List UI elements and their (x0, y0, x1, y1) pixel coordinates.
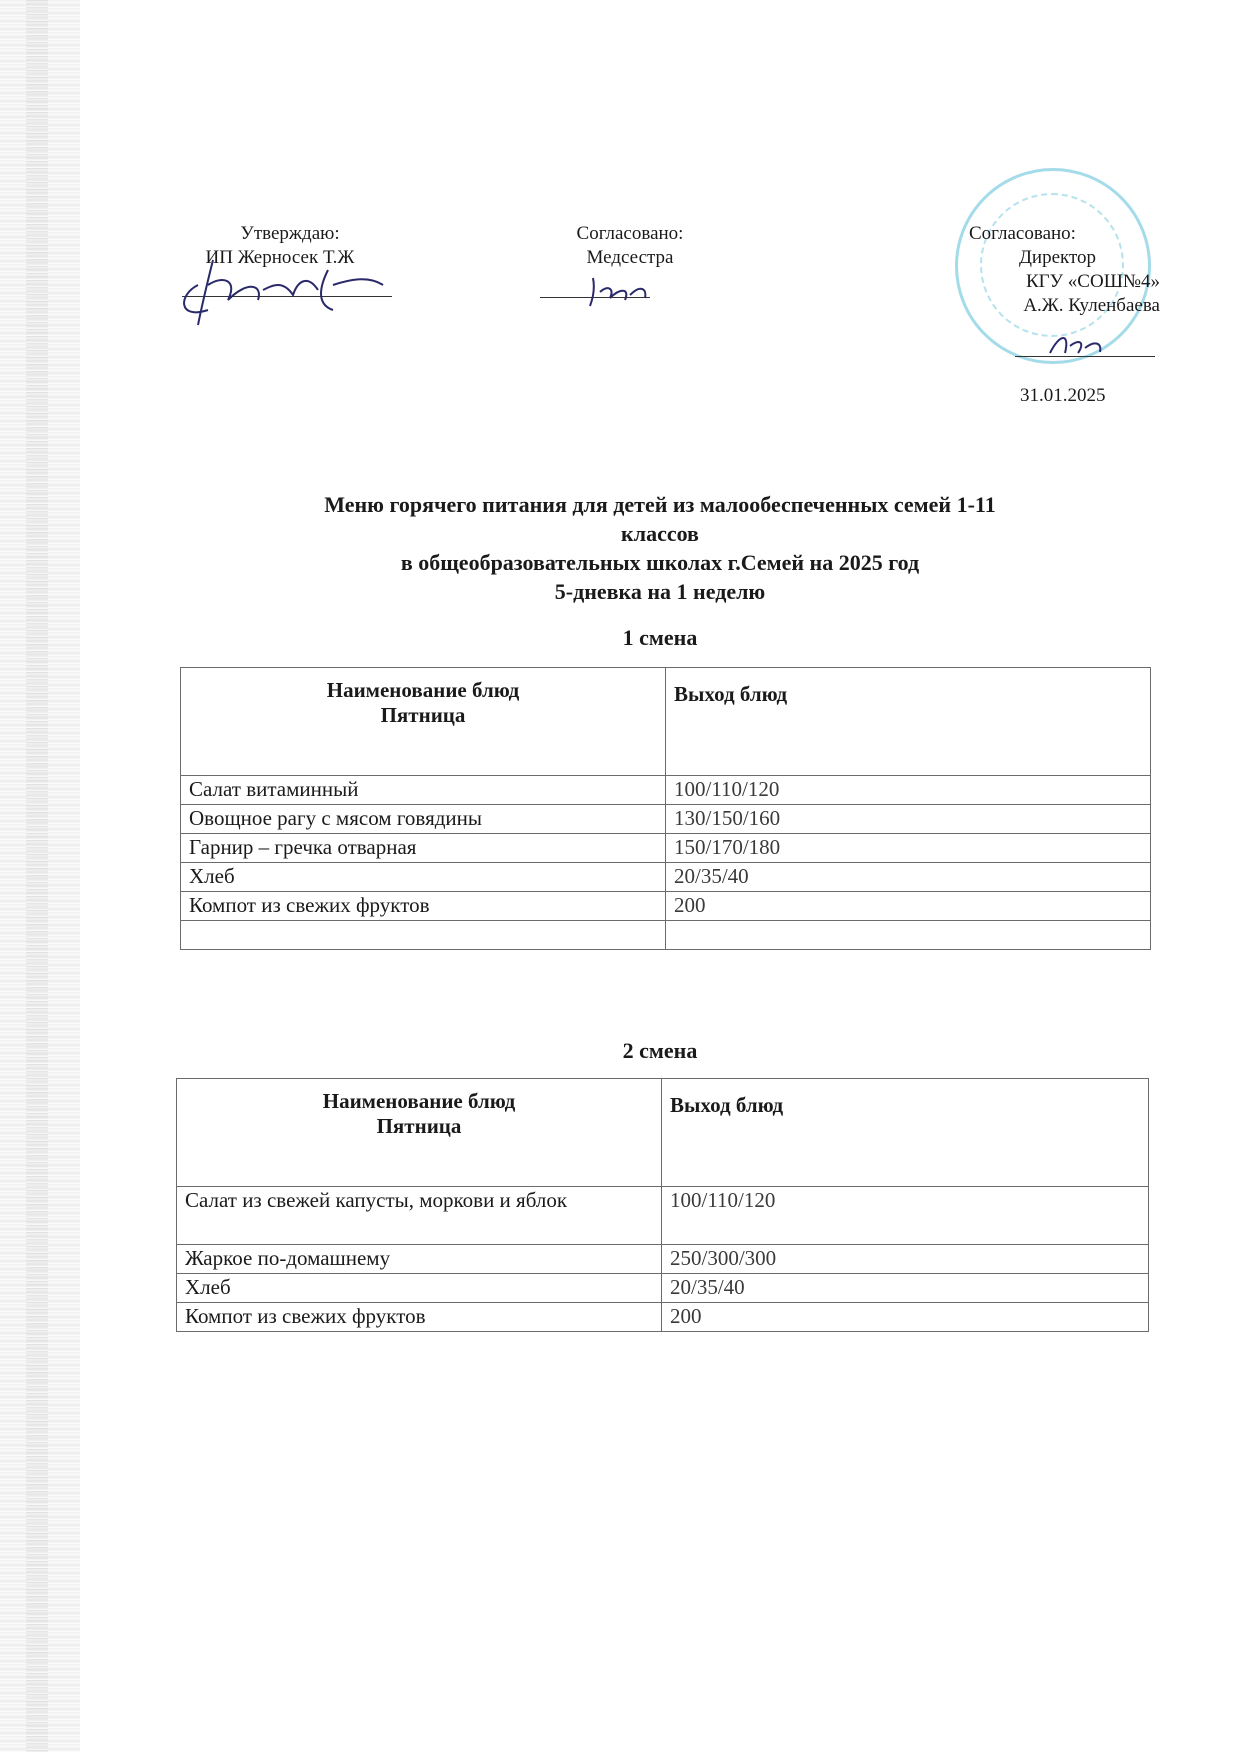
dish-name: Компот из свежих фруктов (181, 892, 666, 921)
menu-heading-line3: в общеобразовательных школах г.Семей на 2025 год (400, 550, 920, 575)
approval-right-line3: КГУ «СОШ№4» (1025, 271, 1160, 292)
approval-middle-line1: Согласовано: (576, 223, 684, 244)
dish-name-header-line1: Наименование блюд (322, 1089, 516, 1113)
shift2-title: 2 смена (622, 1038, 698, 1063)
dish-output: 130/150/160 (666, 805, 1151, 834)
signature-right (1040, 328, 1110, 358)
shift1-title: 1 смена (622, 625, 698, 650)
dish-output: 20/35/40 (666, 863, 1151, 892)
menu-heading (180, 490, 1140, 606)
table-row (177, 1274, 1149, 1303)
dish-output (666, 921, 1151, 950)
table-row (181, 805, 1151, 834)
table-row (181, 776, 1151, 805)
dish-output: 200 (666, 892, 1151, 921)
approval-left-line2: ИП Жерносек Т.Ж (205, 247, 355, 268)
table-row (177, 1245, 1149, 1274)
dish-output: 200 (662, 1303, 1149, 1332)
menu-heading-line2: классов (621, 521, 699, 546)
table-header-row (181, 668, 1151, 776)
dish-output: 100/110/120 (662, 1187, 1149, 1245)
table-header-row (177, 1079, 1149, 1187)
signature-middle (585, 270, 655, 310)
dish-name-header (177, 1079, 662, 1187)
dish-output: 20/35/40 (662, 1274, 1149, 1303)
shift2-menu-table (176, 1078, 1149, 1332)
dish-name-header-line2: Пятница (380, 703, 466, 727)
dish-output: 100/110/120 (666, 776, 1151, 805)
table-row (177, 1303, 1149, 1332)
table-row (181, 921, 1151, 950)
approval-right-line2: Директор (1018, 247, 1097, 268)
approval-left-line1: Утверждаю: (240, 223, 340, 244)
dish-output: 150/170/180 (666, 834, 1151, 863)
dish-name: Гарнир – гречка отварная (181, 834, 666, 863)
dish-name: Жаркое по-домашнему (177, 1245, 662, 1274)
menu-heading-line1: Меню горячего питания для детей из малообеспеченных семей 1-11 (324, 492, 996, 517)
dish-name: Овощное рагу с мясом говядины (181, 805, 666, 834)
menu-heading-line4: 5-дневка на 1 неделю (554, 579, 766, 604)
dish-output: 250/300/300 (662, 1245, 1149, 1274)
table-row (181, 834, 1151, 863)
dish-name: Хлеб (177, 1274, 662, 1303)
dish-name-header-line2: Пятница (376, 1114, 462, 1138)
dish-name-header (181, 668, 666, 776)
approval-right (955, 222, 1160, 318)
dish-name (181, 921, 666, 950)
table-row (181, 863, 1151, 892)
approval-right-line4: А.Ж. Куленбаева (1023, 295, 1160, 316)
dish-name: Салат витаминный (181, 776, 666, 805)
dish-output-header: Выход блюд (662, 1079, 1149, 1187)
table-row (181, 892, 1151, 921)
dish-output-header: Выход блюд (666, 668, 1151, 776)
signature-left (168, 240, 408, 330)
approval-date: 31.01.2025 (1020, 385, 1106, 406)
dish-name: Компот из свежих фруктов (177, 1303, 662, 1332)
approval-right-line1: Согласовано: (969, 223, 1076, 244)
dish-name: Салат из свежей капусты, моркови и яблок (177, 1187, 662, 1245)
dish-name: Хлеб (181, 863, 666, 892)
approval-middle (555, 222, 705, 270)
scan-edge-shading-dark (26, 0, 48, 1752)
shift1-menu-table (180, 667, 1151, 950)
dish-name-header-line1: Наименование блюд (326, 678, 520, 702)
table-row (177, 1187, 1149, 1245)
approval-middle-line2: Медсестра (586, 247, 674, 268)
